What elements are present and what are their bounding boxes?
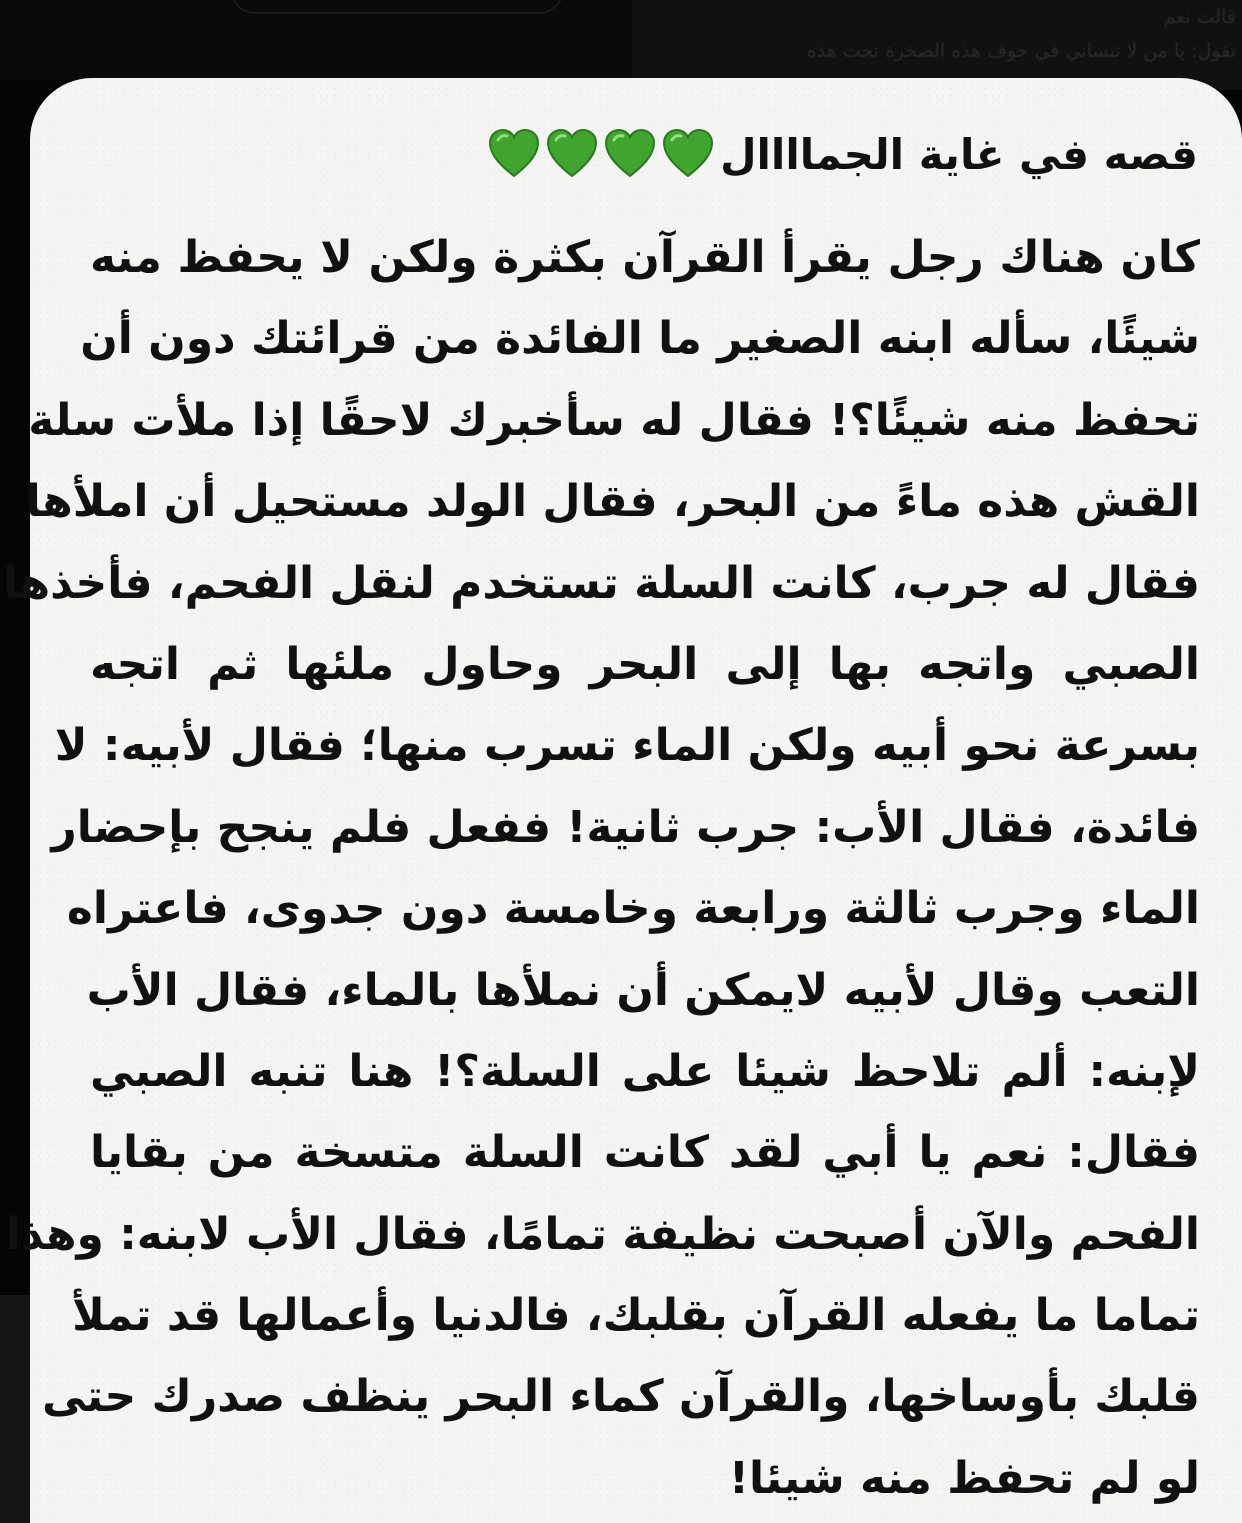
- story-line: تماما ما يفعله القرآن بقلبك، فالدنيا وأعمالها قد تملأ: [72, 1290, 1200, 1342]
- story-line: بسرعة نحو أبيه ولكن الماء تسرب منها؛ فقال لأبيه: لا: [54, 720, 1200, 772]
- story-line: لإبنه: ألم تلاحظ شيئا على السلة؟! هنا تنبه الصبي: [90, 1045, 1200, 1097]
- story-line: فقال له جرب، كانت السلة تستخدم لنقل الفحم، فأخذها: [3, 557, 1200, 609]
- background-message-line: قالت نعم: [1163, 6, 1236, 28]
- story-line: الصبي واتجه بها إلى البحر وحاول ملئها ثم اتجه: [90, 638, 1200, 690]
- story-line: القش هذه ماءً من البحر، فقال الولد مستحيل أن املأها: [25, 476, 1200, 528]
- background-left-panel: [0, 0, 632, 80]
- story-line: تحفظ منه شيئًا؟! فقال له سأخبرك لاحقًا إذا ملأت سلة: [28, 394, 1200, 446]
- background-message-panel: [632, 0, 1242, 90]
- story-line: قلبك بأوساخها، والقرآن كماء البحر ينظف صدرك حتى: [41, 1371, 1200, 1423]
- story-title: قصه في غاية الجماااال: [720, 129, 1198, 179]
- green-heart-icon: [544, 126, 600, 182]
- green-heart-icon: [486, 126, 542, 182]
- background-input-pill: [230, 0, 564, 14]
- green-heart-icon: [602, 126, 658, 182]
- story-title-row: [484, 118, 1198, 190]
- story-line: الماء وجرب ثالثة ورابعة وخامسة دون جدوى، فاعتراه: [66, 883, 1200, 935]
- story-body: [3, 222, 1200, 1523]
- story-line: الفحم والآن أصبحت نظيفة تمامًا، فقال الأب لابنه: وهذا: [5, 1208, 1200, 1260]
- story-line: فقال: نعم يا أبي لقد كانت السلة متسخة من بقايا: [90, 1127, 1200, 1179]
- background-message-text: [807, 0, 1236, 68]
- background-message-line: تقول: يا من لا تنساني في جوف هذه الصخرة تحت هذه: [806, 40, 1236, 62]
- green-heart-icon: [660, 126, 716, 182]
- story-line: فائدة، فقال الأب: جرب ثانية! ففعل فلم ينجح بإحضار: [51, 801, 1200, 853]
- story-line: لو لم تحفظ منه شيئا!: [728, 1452, 1200, 1504]
- hearts-group: [484, 126, 716, 182]
- story-line: شيئًا، سأله ابنه الصغير ما الفائدة من قرائتك دون أن: [80, 313, 1200, 365]
- story-line: التعب وقال لأبيه لايمكن أن نملأها بالماء، فقال الأب: [86, 964, 1200, 1016]
- story-line: كان هناك رجل يقرأ القرآن بكثرة ولكن لا يحفظ منه: [90, 232, 1200, 283]
